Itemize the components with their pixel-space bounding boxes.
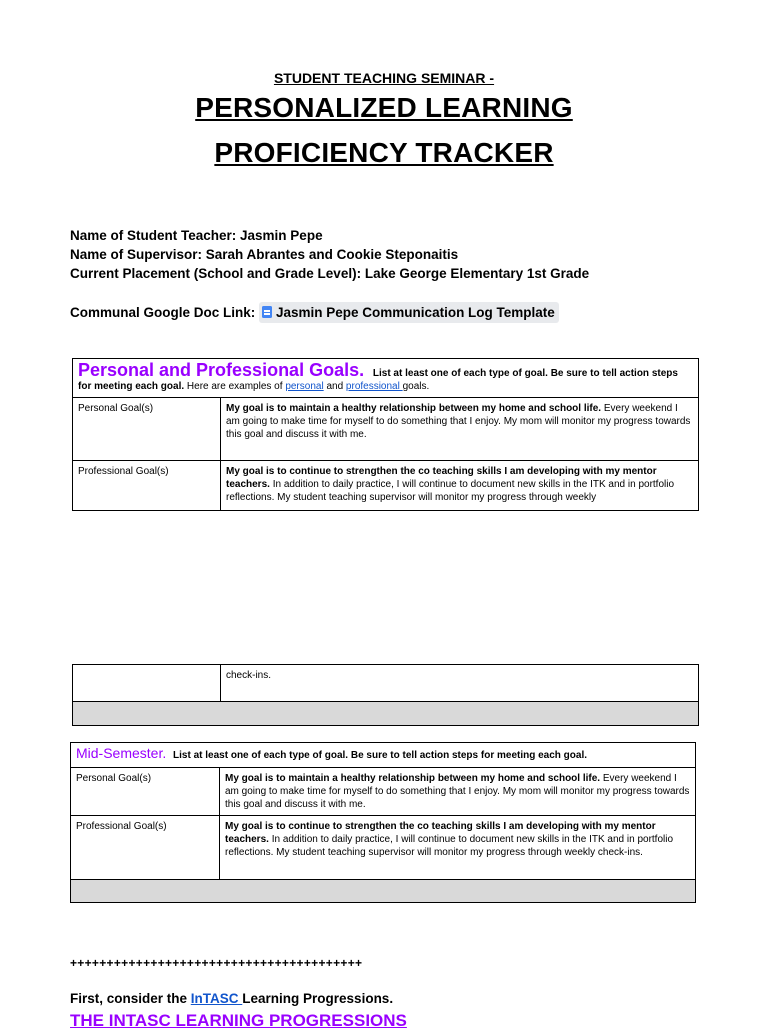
professional-goal-bold: My goal is to continue to strengthen the co teaching skills I am developing with my mentor teachers.	[226, 466, 657, 490]
mid-personal-goal-rest: Every weekend I am going to make time for myself to do something that I enjoy. My mom will monitor my progress towards this goal and discuss it with me.	[225, 773, 690, 810]
supervisor-name: Name of Supervisor: Sarah Abrantes and Cookie Steponaitis	[70, 247, 459, 262]
google-doc-icon	[262, 306, 272, 318]
doc-link-text: Jasmin Pepe Communication Log Template	[276, 305, 555, 320]
seminar-heading: STUDENT TEACHING SEMINAR -	[273, 70, 495, 86]
mid-heading: Mid-Semester.	[76, 745, 167, 761]
continued-label-cell	[73, 665, 221, 702]
professional-goal-rest: In addition to daily practice, I will continue to document new skills in the ITK and in portfolio reflections. My student teaching supervisor will monitor my progress through weekly	[226, 479, 675, 503]
intasc-link[interactable]: InTASC	[190, 991, 243, 1006]
goals-examples-post: goals.	[402, 381, 430, 392]
mid-professional-goal-text	[220, 816, 696, 880]
goals-instruction: List at least one of each type of goal. Be sure to tell action steps for meeting each goal.	[78, 368, 678, 392]
consider-line	[70, 991, 393, 1006]
consider-pre: First, consider the	[70, 991, 191, 1006]
professional-goals-link[interactable]: professional	[345, 381, 403, 392]
personal-goal-text	[221, 398, 699, 461]
page-title-line2: PROFICIENCY TRACKER	[214, 137, 554, 168]
personal-goals-link[interactable]: personal	[285, 381, 324, 392]
doc-link-label: Communal Google Doc Link:	[70, 305, 260, 320]
professional-goal-text	[221, 461, 699, 511]
grey-footer-row	[73, 702, 699, 726]
consider-post: Learning Progressions.	[242, 991, 394, 1006]
goals-and-text: and	[323, 381, 346, 392]
goals-table-continued	[72, 664, 699, 726]
separator-line: ++++++++++++++++++++++++++++++++++++++++	[70, 956, 363, 970]
mid-semester-table	[70, 742, 696, 903]
intasc-section-title: THE INTASC LEARNING PROGRESSIONS	[70, 1011, 407, 1030]
doc-link-row	[70, 302, 559, 323]
page-title-line1: PERSONALIZED LEARNING	[195, 92, 573, 123]
goals-heading: Personal and Professional Goals.	[78, 360, 365, 380]
mid-table-header	[71, 743, 696, 768]
personal-goal-label: Personal Goal(s)	[73, 398, 221, 461]
mid-instruction: List at least one of each type of goal. Be sure to tell action steps for meeting each goal.	[173, 750, 588, 761]
mid-personal-goal-bold: My goal is to maintain a healthy relationship between my home and school life.	[225, 773, 601, 784]
continued-text: check-ins.	[221, 665, 699, 702]
doc-link-chip[interactable]	[259, 302, 559, 323]
mid-grey-footer-row	[71, 880, 696, 903]
mid-professional-goal-label: Professional Goal(s)	[71, 816, 220, 880]
goals-examples-pre: Here are examples of	[186, 381, 286, 392]
goals-table-header	[73, 359, 699, 398]
current-placement: Current Placement (School and Grade Level): Lake George Elementary 1st Grade	[70, 266, 590, 281]
mid-professional-goal-bold: My goal is to continue to strengthen the co teaching skills I am developing with my mentor teachers.	[225, 821, 656, 845]
professional-goal-label: Professional Goal(s)	[73, 461, 221, 511]
personal-goal-bold: My goal is to maintain a healthy relationship between my home and school life.	[226, 403, 602, 414]
personal-goal-rest: Every weekend I am going to make time for myself to do something that I enjoy. My mom will monitor my progress towards this goal and discuss it with me.	[226, 403, 691, 440]
mid-professional-goal-rest: In addition to daily practice, I will continue to document new skills in the ITK and in portfolio reflections. My student teaching supervisor will monitor my progress through weekly check-ins.	[225, 834, 674, 858]
goals-table	[72, 358, 699, 511]
mid-personal-goal-label: Personal Goal(s)	[71, 768, 220, 816]
mid-personal-goal-text	[220, 768, 696, 816]
student-teacher-name: Name of Student Teacher: Jasmin Pepe	[70, 228, 323, 243]
